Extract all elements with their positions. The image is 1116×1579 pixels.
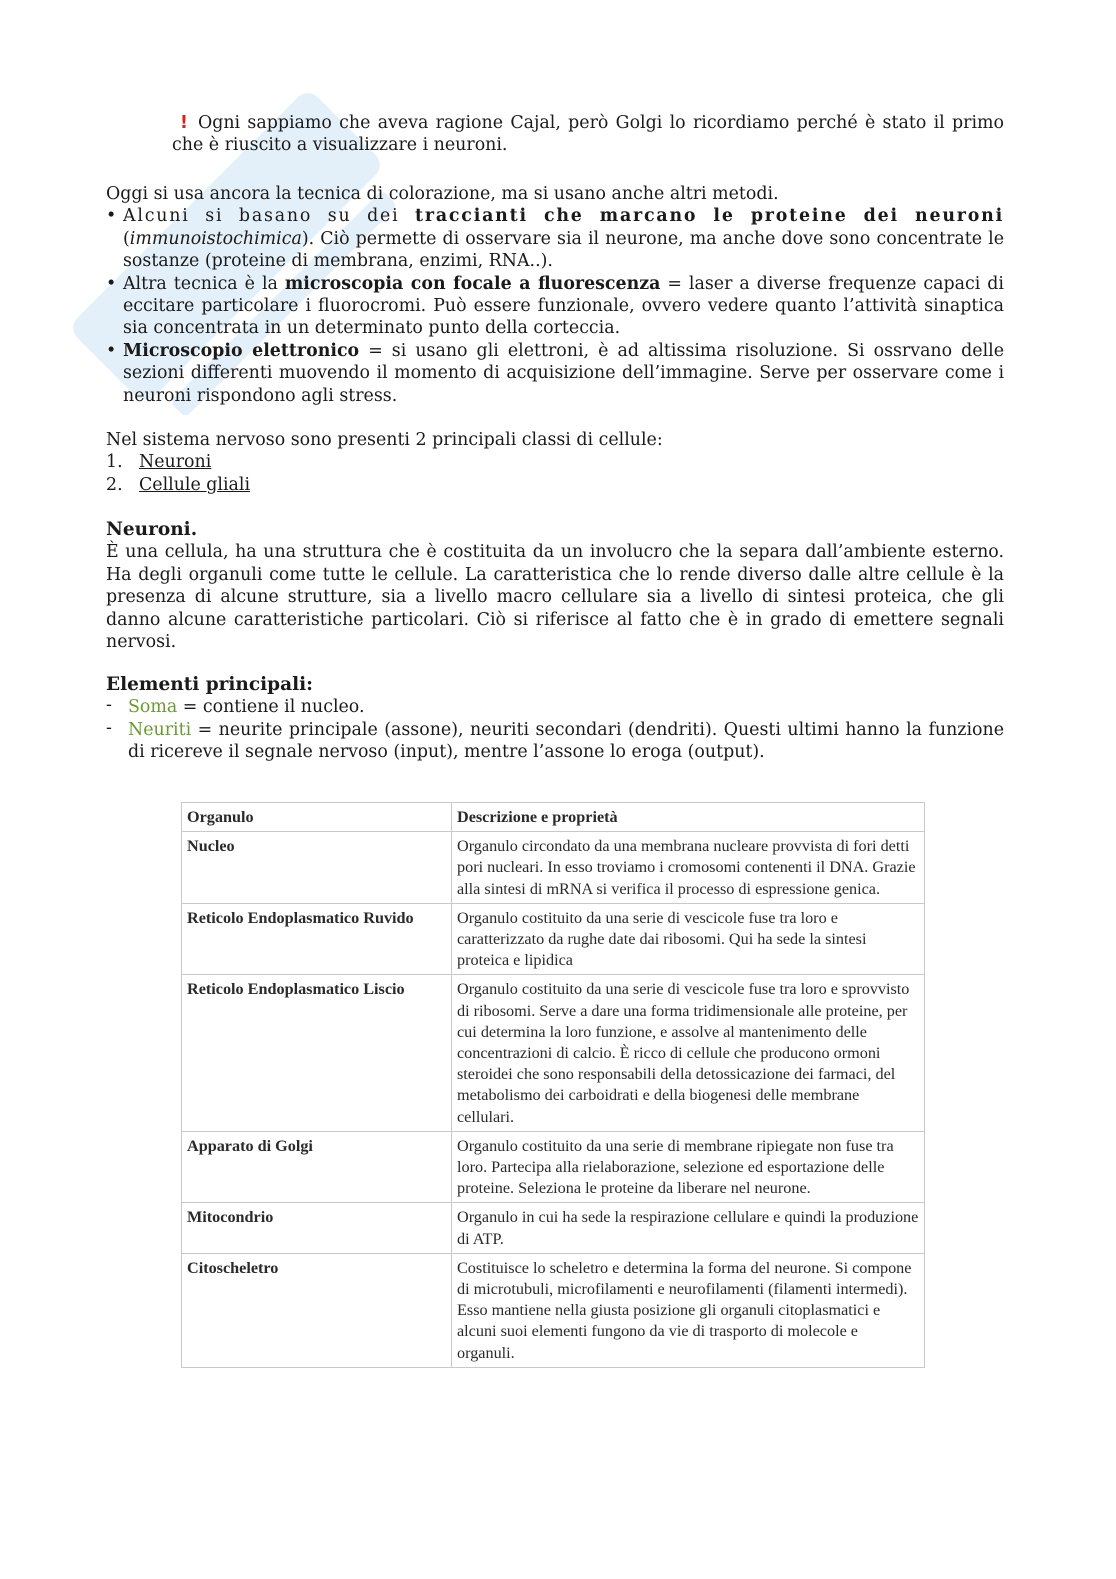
table-row: [182, 1203, 925, 1253]
techniques-section: [106, 183, 1004, 407]
bullet-fluorescenza: • Altra tecnica è la microscopia con focale a fluorescenza = laser a diverse frequenze capaci di eccitare particolare i fluorocromi. Può essere funzionale, ovvero vedere quanto l’attività sinaptica sia concentrata in un determinato punto della corteccia.: [106, 273, 1004, 340]
table-row: [182, 832, 925, 904]
table-cell-organulo: Apparato di Golgi: [182, 1131, 452, 1203]
list-item: 1. Neuroni: [106, 452, 212, 473]
bullet-traccianti: • Alcuni si basano su dei traccianti che marcano le proteine dei neuroni (immunoistochimica). Ciò permette di osservare sia il neurone, ma anche dove sono concentrate le sostanze (proteine di membrana, enzimi, RNA..).: [106, 205, 1004, 272]
table-row: [182, 903, 925, 975]
intro-paragraph: Oggi si usa ancora la tecnica di colorazione, ma si usano anche altri metodi.: [106, 184, 779, 204]
table-cell-organulo: Nucleo: [182, 832, 452, 904]
list-item-neuriti: - Neuriti = neurite principale (assone), neuriti secondari (dendriti). Questi ultimi hanno la funzione di ricereve il segnale nervoso (input), mentre l’assone lo eroga (output).: [106, 719, 1004, 764]
list-item-soma: - Soma = contiene il nucleo.: [106, 696, 1004, 718]
table-header-row: [182, 803, 925, 832]
table-cell-descrizione: Organulo costituito da una serie di membrane ripiegate non fuse tra loro. Partecipa alla rielaborazione, selezione ed esportazione delle proteine. Seleziona le proteine da liberare nel neurone.: [452, 1131, 925, 1203]
organelles-table: [181, 802, 925, 1368]
note-text: Ogni sappiamo che aveva ragione Cajal, però Golgi lo ricordiamo perché è stato il primo che è riuscito a visualizzare i neuroni.: [172, 113, 1004, 156]
list-item: 2. Cellule gliali: [106, 474, 251, 495]
callout-note: [172, 112, 1004, 157]
table-row: [182, 1253, 925, 1367]
elementi-heading: Elementi principali:: [106, 674, 313, 695]
neuroni-paragraph: È una cellula, ha una struttura che è costituita da un involucro che la separa dall’ambiente esterno. Ha degli organuli come tutte le cellule. La caratteristica che lo rende diverso dalle altre cellule è la presenza di alcune strutture, sia a livello macro cellulare sia a livello di sintesi proteica, che gli danno alcune caratteristiche particolari. Ciò si riferisce al fatto che è in grado di emettere segnali nervosi.: [106, 542, 1004, 653]
table-row: [182, 975, 925, 1131]
table-cell-organulo: Citoscheletro: [182, 1253, 452, 1367]
bullet-microscopio: • Microscopio elettronico = si usano gli elettroni, è ad altissima risoluzione. Si ossrvano delle sezioni differenti muovendo il momento di acquisizione dell’immagine. Serve per osservare come i neuroni rispondono agli stress.: [106, 340, 1004, 407]
table-cell-descrizione: Organulo circondato da una membrana nucleare provvista di fori detti pori nucleari. In esso troviamo i cromosomi contenenti il DNA. Grazie alla sintesi di mRNA si verifica il processo di espressione genica.: [452, 832, 925, 904]
elementi-section: [106, 674, 1004, 764]
neuroni-heading: Neuroni.: [106, 519, 198, 540]
table-cell-organulo: Reticolo Endoplasmatico Liscio: [182, 975, 452, 1131]
table-cell-descrizione: Organulo costituito da una serie di vescicole fuse tra loro e sprovvisto di ribosomi. Serve a dare una forma tridimensionale alle proteine, per cui determina la loro funzione, e assolve al mantenimento delle concentrazioni di calcio. È ricco di cellule che producono ormoni steroidei che sono responsabili della detossicazione dei farmaci, del metabolismo dei carboidrati e della biogenesi delle membrane cellulari.: [452, 975, 925, 1131]
column-header: Organulo: [182, 803, 452, 832]
column-header: Descrizione e proprietà: [452, 803, 925, 832]
table-row: [182, 1131, 925, 1203]
cell-classes-section: [106, 429, 1004, 496]
table-cell-organulo: Mitocondrio: [182, 1203, 452, 1253]
exclamation-icon: !: [180, 113, 188, 133]
neuroni-section: [106, 519, 1004, 653]
table-cell-organulo: Reticolo Endoplasmatico Ruvido: [182, 903, 452, 975]
table-cell-descrizione: Organulo in cui ha sede la respirazione cellulare e quindi la produzione di ATP.: [452, 1203, 925, 1253]
table-cell-descrizione: Costituisce lo scheletro e determina la forma del neurone. Si compone di microtubuli, microfilamenti e neurofilamenti (filamenti intermedi). Esso mantiene nella giusta posizione gli organuli citoplasmatici e alcuni suoi elementi fungono da vie di trasporto di molecole e organuli.: [452, 1253, 925, 1367]
table-cell-descrizione: Organulo costituito da una serie di vescicole fuse tra loro e caratterizzato da rughe date dai ribosomi. Qui ha sede la sintesi proteica e lipidica: [452, 903, 925, 975]
classes-intro: Nel sistema nervoso sono presenti 2 principali classi di cellule:: [106, 430, 663, 450]
